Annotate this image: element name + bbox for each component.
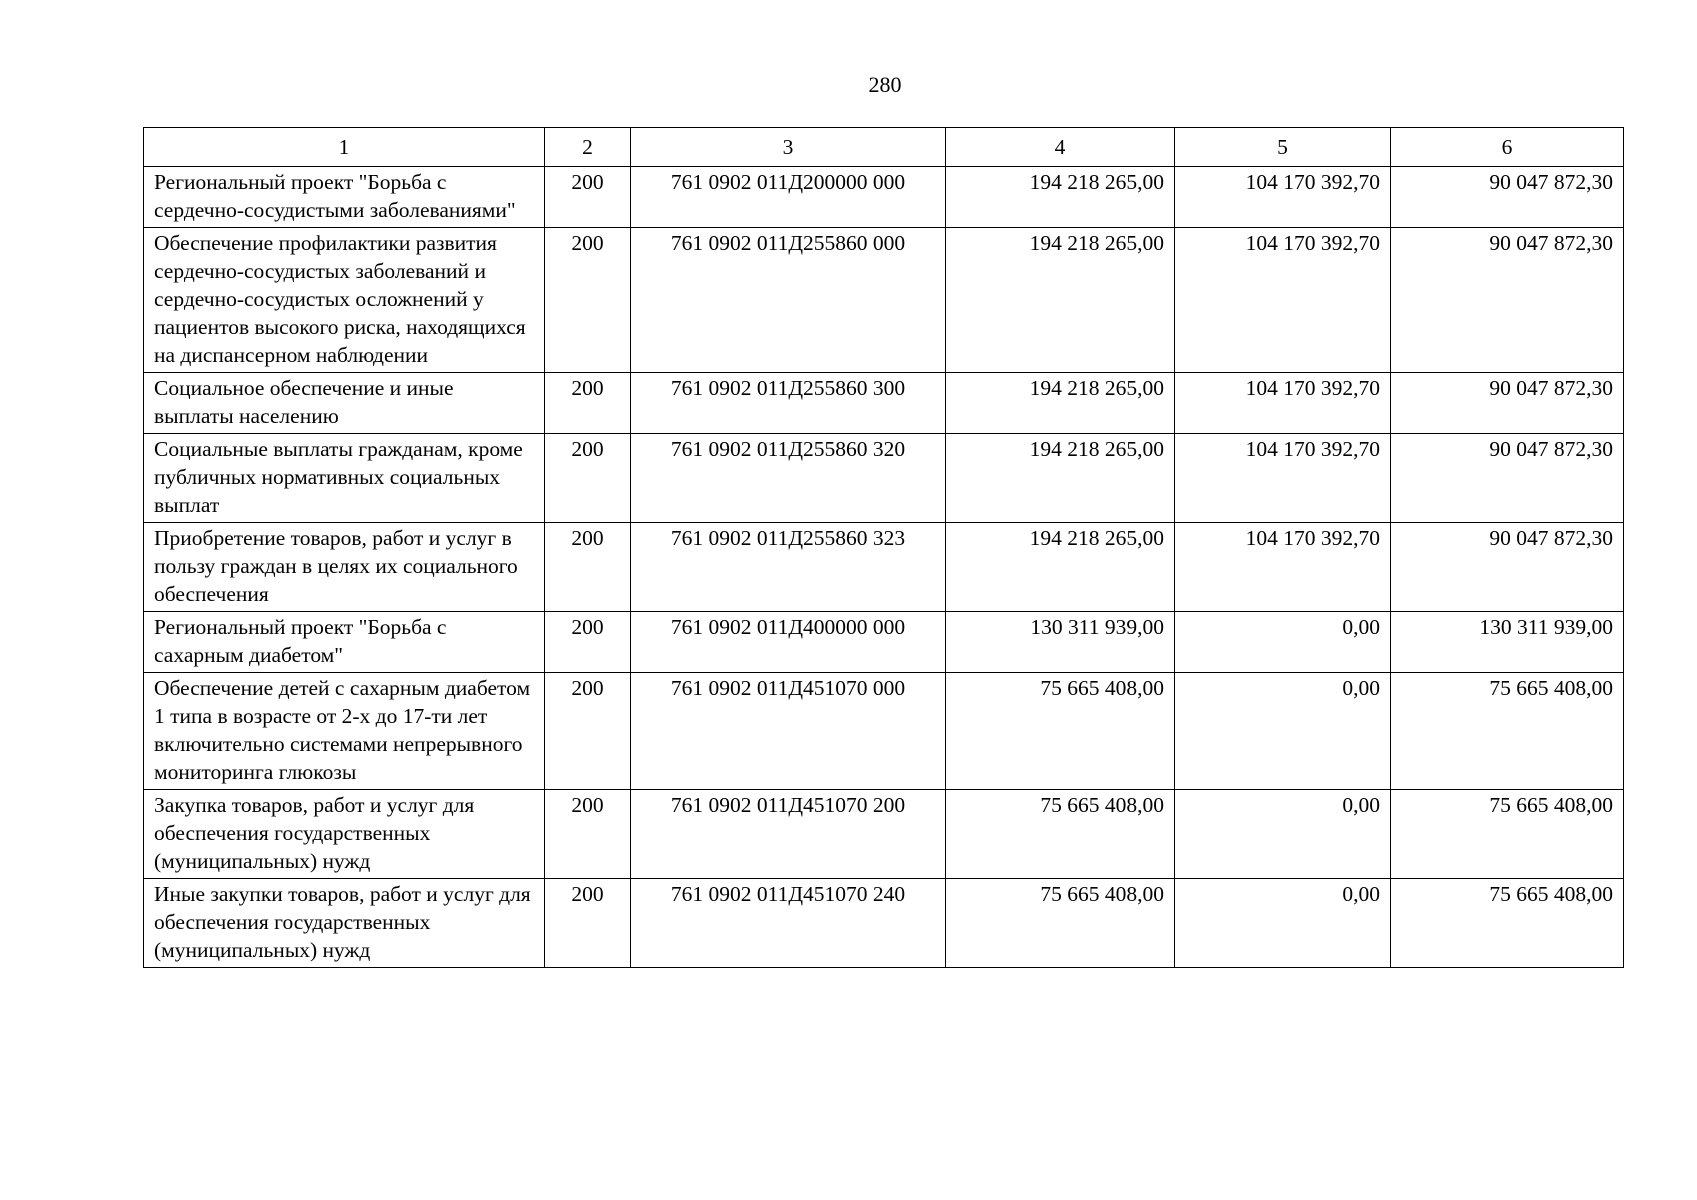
row-classification-code: 761 0902 011Д255860 000 <box>631 228 946 373</box>
row-col5-value: 104 170 392,70 <box>1175 373 1391 434</box>
row-admin-code: 200 <box>545 790 631 879</box>
row-col4-value: 75 665 408,00 <box>946 790 1175 879</box>
row-col5-value: 104 170 392,70 <box>1175 523 1391 612</box>
page-number: 280 <box>868 72 902 97</box>
row-name: Приобретение товаров, работ и услуг в пользу граждан в целях их социального обеспечения <box>144 523 545 612</box>
row-admin-code: 200 <box>545 373 631 434</box>
row-classification-code: 761 0902 011Д200000 000 <box>631 167 946 228</box>
row-name: Обеспечение детей с сахарным диабетом 1 типа в возрасте от 2-х до 17-ти лет включительно системами непрерывного мониторинга глюкозы <box>144 673 545 790</box>
row-col5-value: 104 170 392,70 <box>1175 434 1391 523</box>
row-classification-code: 761 0902 011Д451070 240 <box>631 879 946 968</box>
row-classification-code: 761 0902 011Д400000 000 <box>631 612 946 673</box>
table-header <box>144 128 1624 167</box>
row-col6-value: 90 047 872,30 <box>1391 373 1624 434</box>
row-col4-value: 194 218 265,00 <box>946 434 1175 523</box>
header-row <box>144 128 1624 167</box>
row-col4-value: 194 218 265,00 <box>946 373 1175 434</box>
row-col5-value: 0,00 <box>1175 879 1391 968</box>
column-header-3: 3 <box>631 128 946 167</box>
row-col4-value: 194 218 265,00 <box>946 523 1175 612</box>
row-col6-value: 90 047 872,30 <box>1391 228 1624 373</box>
row-classification-code: 761 0902 011Д451070 000 <box>631 673 946 790</box>
row-admin-code: 200 <box>545 167 631 228</box>
row-col6-value: 75 665 408,00 <box>1391 673 1624 790</box>
column-header-4: 4 <box>946 128 1175 167</box>
row-name: Социальные выплаты гражданам, кроме публичных нормативных социальных выплат <box>144 434 545 523</box>
row-col4-value: 130 311 939,00 <box>946 612 1175 673</box>
row-col5-value: 0,00 <box>1175 612 1391 673</box>
column-header-1: 1 <box>144 128 545 167</box>
table-row <box>144 673 1624 790</box>
row-admin-code: 200 <box>545 879 631 968</box>
row-col6-value: 90 047 872,30 <box>1391 167 1624 228</box>
row-col6-value: 130 311 939,00 <box>1391 612 1624 673</box>
row-col6-value: 90 047 872,30 <box>1391 434 1624 523</box>
row-col4-value: 75 665 408,00 <box>946 673 1175 790</box>
table-row <box>144 434 1624 523</box>
table-row <box>144 790 1624 879</box>
row-classification-code: 761 0902 011Д255860 300 <box>631 373 946 434</box>
row-name: Обеспечение профилактики развития сердечно-сосудистых заболеваний и сердечно-сосудистых осложнений у пациентов высокого риска, находящихся на диспансерном наблюдении <box>144 228 545 373</box>
row-admin-code: 200 <box>545 434 631 523</box>
budget-table <box>143 127 1624 968</box>
table-row <box>144 879 1624 968</box>
row-col5-value: 0,00 <box>1175 673 1391 790</box>
row-col4-value: 194 218 265,00 <box>946 228 1175 373</box>
row-classification-code: 761 0902 011Д255860 323 <box>631 523 946 612</box>
table-row <box>144 373 1624 434</box>
row-admin-code: 200 <box>545 673 631 790</box>
row-classification-code: 761 0902 011Д451070 200 <box>631 790 946 879</box>
table-row <box>144 167 1624 228</box>
row-col6-value: 75 665 408,00 <box>1391 879 1624 968</box>
column-header-6: 6 <box>1391 128 1624 167</box>
table-body <box>144 167 1624 968</box>
row-name: Региональный проект "Борьба с сердечно-сосудистыми заболеваниями" <box>144 167 545 228</box>
row-col5-value: 0,00 <box>1175 790 1391 879</box>
row-classification-code: 761 0902 011Д255860 320 <box>631 434 946 523</box>
row-admin-code: 200 <box>545 228 631 373</box>
column-header-2: 2 <box>545 128 631 167</box>
row-name: Социальное обеспечение и иные выплаты населению <box>144 373 545 434</box>
row-admin-code: 200 <box>545 612 631 673</box>
row-name: Иные закупки товаров, работ и услуг для обеспечения государственных (муниципальных) нужд <box>144 879 545 968</box>
row-col4-value: 194 218 265,00 <box>946 167 1175 228</box>
table-row <box>144 523 1624 612</box>
row-col6-value: 75 665 408,00 <box>1391 790 1624 879</box>
row-col5-value: 104 170 392,70 <box>1175 228 1391 373</box>
row-admin-code: 200 <box>545 523 631 612</box>
row-name: Закупка товаров, работ и услуг для обеспечения государственных (муниципальных) нужд <box>144 790 545 879</box>
table-row <box>144 612 1624 673</box>
row-col6-value: 90 047 872,30 <box>1391 523 1624 612</box>
column-header-5: 5 <box>1175 128 1391 167</box>
table-row <box>144 228 1624 373</box>
row-col4-value: 75 665 408,00 <box>946 879 1175 968</box>
row-name: Региональный проект "Борьба с сахарным диабетом" <box>144 612 545 673</box>
row-col5-value: 104 170 392,70 <box>1175 167 1391 228</box>
